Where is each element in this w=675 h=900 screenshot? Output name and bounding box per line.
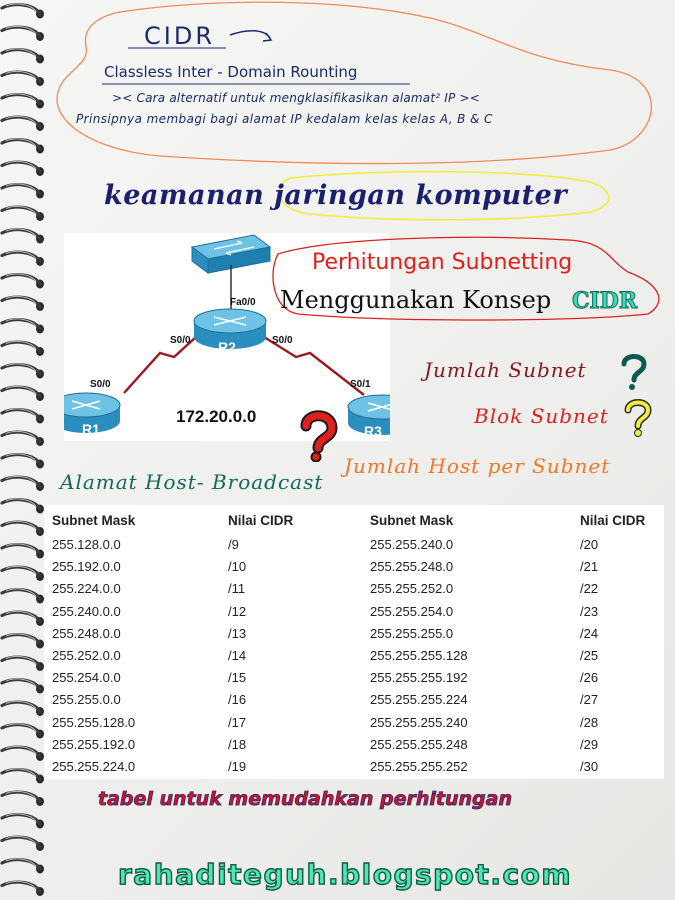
cidr-value-cell: /25: [580, 648, 599, 663]
blok-subnet-label: Blok Subnet: [474, 404, 609, 428]
cidr-value-cell: /17: [228, 714, 247, 730]
subnet-mask-cell: 255.255.128.0: [52, 714, 136, 730]
r2-label: R2: [218, 339, 236, 355]
question-mark-icon: [292, 410, 340, 462]
subnet-mask-cell: 255.255.255.224: [370, 692, 468, 708]
cidr-badge: CIDR: [572, 288, 638, 314]
spiral-binding-icon: [0, 0, 48, 900]
r1-port-label: S0/0: [90, 379, 111, 390]
cidr-value-cell: /12: [228, 603, 247, 619]
table-header-subnet-mask-2: Subnet Mask: [370, 513, 454, 528]
cidr-value-cell: /23: [580, 603, 599, 619]
subnet-mask-cell: 255.255.255.252: [370, 759, 468, 774]
subtitle-line1: Perhitungan Subnetting: [312, 250, 573, 275]
cidr-value-cell: /11: [228, 581, 246, 597]
table-caption: tabel untuk memudahkan perhitungan: [98, 788, 512, 810]
question-mark-icon: [618, 398, 654, 438]
subnet-mask-cell: 255.255.255.240: [370, 714, 468, 730]
r3-label: R3: [364, 423, 382, 439]
subnet-mask-cell: 255.128.0.0: [52, 537, 121, 552]
cidr-value-cell: /19: [228, 759, 247, 774]
cidr-table: [44, 505, 664, 779]
r2-right-port-label: S0/0: [272, 335, 293, 346]
cidr-value-cell: /14: [228, 648, 247, 663]
cidr-value-cell: /13: [228, 625, 247, 641]
cidr-value-cell: /18: [228, 736, 247, 752]
subnet-mask-cell: 255.255.255.192: [370, 670, 468, 686]
cidr-title: CIDR: [144, 22, 215, 50]
subnet-mask-cell: 255.248.0.0: [52, 625, 121, 641]
table-header-subnet-mask: Subnet Mask: [52, 513, 136, 528]
subtitle-line2: Menggunakan Konsep: [280, 286, 552, 314]
alamat-host-label: Alamat Host- Broadcast: [60, 470, 324, 494]
cidr-principle: Prinsipnya membagi bagi alamat IP kedalam kelas kelas A, B & C: [76, 112, 493, 126]
subnet-mask-cell: 255.255.0.0: [52, 692, 121, 708]
subnet-mask-cell: 255.255.255.128: [370, 648, 468, 663]
jumlah-subnet-label: Jumlah Subnet: [424, 358, 587, 382]
subnet-mask-cell: 255.255.255.0: [370, 625, 454, 641]
cidr-notes-outline: [50, 0, 670, 170]
subnet-mask-cell: 255.255.255.248: [370, 736, 468, 752]
cidr-value-cell: /10: [228, 559, 247, 575]
subnet-mask-cell: 255.240.0.0: [52, 603, 121, 619]
cidr-value-cell: /30: [580, 759, 599, 774]
r3-port-label: S0/1: [350, 379, 371, 390]
r1-label: R1: [82, 421, 100, 437]
blog-url: rahaditeguh.blogspot.com: [118, 858, 572, 891]
fa-port-label: Fa0/0: [230, 297, 256, 308]
subnet-mask-cell: 255.255.224.0: [52, 759, 136, 774]
table-header-cidr-2: Nilai CIDR: [580, 513, 646, 528]
cidr-value-cell: /27: [580, 692, 599, 708]
cidr-value-cell: /15: [228, 670, 247, 686]
r2-left-port-label: S0/0: [170, 335, 191, 346]
cidr-value-cell: /16: [228, 692, 247, 708]
subnet-mask-cell: 255.255.192.0: [52, 736, 136, 752]
network-address: 172.20.0.0: [176, 407, 257, 426]
subnet-mask-cell: 255.192.0.0: [52, 559, 121, 575]
subnet-mask-cell: 255.255.252.0: [370, 581, 454, 597]
subnet-mask-cell: 255.255.240.0: [370, 537, 454, 552]
subnet-mask-cell: 255.254.0.0: [52, 670, 121, 686]
main-title: keamanan jaringan komputer: [104, 180, 568, 211]
cidr-value-cell: /24: [580, 625, 599, 641]
cidr-value-cell: /9: [228, 537, 239, 552]
subnet-mask-cell: 255.252.0.0: [52, 648, 121, 663]
cidr-value-cell: /26: [580, 670, 599, 686]
cidr-value-cell: /22: [580, 581, 599, 597]
cidr-value-cell: /20: [580, 537, 599, 552]
cidr-value-cell: /28: [580, 714, 599, 730]
subnet-mask-cell: 255.255.254.0: [370, 603, 454, 619]
cidr-definition: >< Cara alternatif untuk mengklasifikasikan alamat² IP ><: [112, 91, 480, 105]
subnet-mask-cell: 255.224.0.0: [52, 581, 121, 597]
subnet-mask-cell: 255.255.248.0: [370, 559, 454, 575]
arrow-icon: [230, 31, 270, 38]
table-header-cidr: Nilai CIDR: [228, 513, 294, 528]
cidr-value-cell: /21: [580, 559, 599, 575]
question-mark-icon: [614, 352, 650, 390]
cidr-value-cell: /29: [580, 736, 599, 752]
cidr-full-name: Classless Inter - Domain Rounting: [104, 63, 358, 81]
jumlah-host-label: Jumlah Host per Subnet: [344, 454, 611, 478]
